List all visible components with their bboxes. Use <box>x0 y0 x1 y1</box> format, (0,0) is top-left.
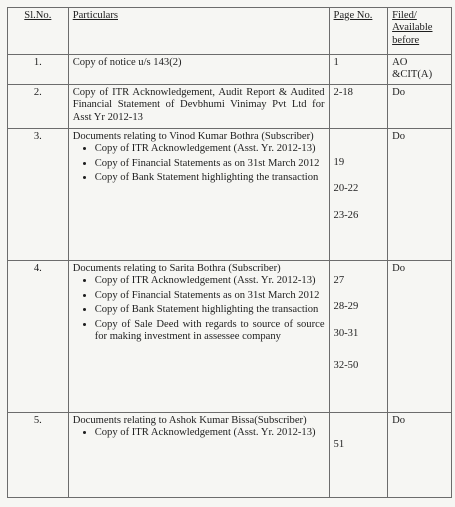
row-filed: AO &CIT(A) <box>388 55 452 85</box>
item-list <box>73 275 325 343</box>
row-heading: Documents relating to Sarita Bothra (Subscriber) <box>72 263 281 274</box>
row-particulars: Copy of notice u/s 143(2) <box>68 55 329 85</box>
row-particulars <box>68 129 329 261</box>
item-list <box>73 143 325 184</box>
row-slno: 1. <box>8 55 69 85</box>
page-number: 19 <box>333 157 345 168</box>
list-item: • Copy of Sale Deed with regards to source of source for making investment in assessee company <box>95 319 325 344</box>
list-item: • Copy of ITR Acknowledgement (Asst. Yr. 2012-13) <box>95 427 325 439</box>
item-list <box>73 427 325 439</box>
header-row <box>8 8 452 55</box>
list-item: • Copy of Bank Statement highlighting the transaction <box>95 172 325 184</box>
table-row <box>8 85 452 129</box>
header-slno: Sl.No. <box>8 8 69 55</box>
row-particulars: Copy of ITR Acknowledgement, Audit Report & Audited Financial Statement of Devbhumi Vinimay Pvt Ltd for Asst Yr 2012-13 <box>68 85 329 129</box>
page-number: 27 <box>333 275 345 286</box>
table-row <box>8 55 452 85</box>
row-filed: Do <box>388 261 452 413</box>
header-particulars: Particulars <box>68 8 329 55</box>
row-page: 1 <box>329 55 388 85</box>
row-particulars <box>68 413 329 498</box>
list-item: • Copy of Financial Statements as on 31st March 2012 <box>95 158 325 170</box>
page-number: 32-50 <box>333 360 359 372</box>
page-number: 20-22 <box>333 183 359 195</box>
row-slno: 2. <box>8 85 69 129</box>
row-filed: Do <box>388 413 452 498</box>
page-number: 51 <box>333 439 345 450</box>
row-page <box>329 413 388 498</box>
page-number: 23-26 <box>333 209 359 221</box>
row-particulars <box>68 261 329 413</box>
row-slno: 5. <box>8 413 69 498</box>
table-row <box>8 413 452 498</box>
row-slno: 3. <box>8 129 69 261</box>
list-item: • Copy of ITR Acknowledgement (Asst. Yr. 2012-13) <box>95 275 325 287</box>
row-slno: 4. <box>8 261 69 413</box>
header-filed: Filed/ Available before <box>388 8 452 55</box>
document-index-table <box>7 7 452 498</box>
row-page <box>329 129 388 261</box>
row-filed: Do <box>388 85 452 129</box>
list-item: • Copy of Bank Statement highlighting the transaction <box>95 304 325 316</box>
row-page: 2-18 <box>329 85 388 129</box>
list-item: • Copy of Financial Statements as on 31st March 2012 <box>95 290 325 302</box>
table-row <box>8 129 452 261</box>
row-page <box>329 261 388 413</box>
row-heading: Documents relating to Vinod Kumar Bothra (Subscriber) <box>72 131 314 142</box>
page-number: 28-29 <box>333 301 359 313</box>
row-filed: Do <box>388 129 452 261</box>
list-item: • Copy of ITR Acknowledgement (Asst. Yr. 2012-13) <box>95 143 325 155</box>
page-number: 30-31 <box>333 327 359 339</box>
header-page-no: Page No. <box>329 8 388 55</box>
row-heading: Documents relating to Ashok Kumar Bissa(Subscriber) <box>72 415 307 426</box>
table-row <box>8 261 452 413</box>
